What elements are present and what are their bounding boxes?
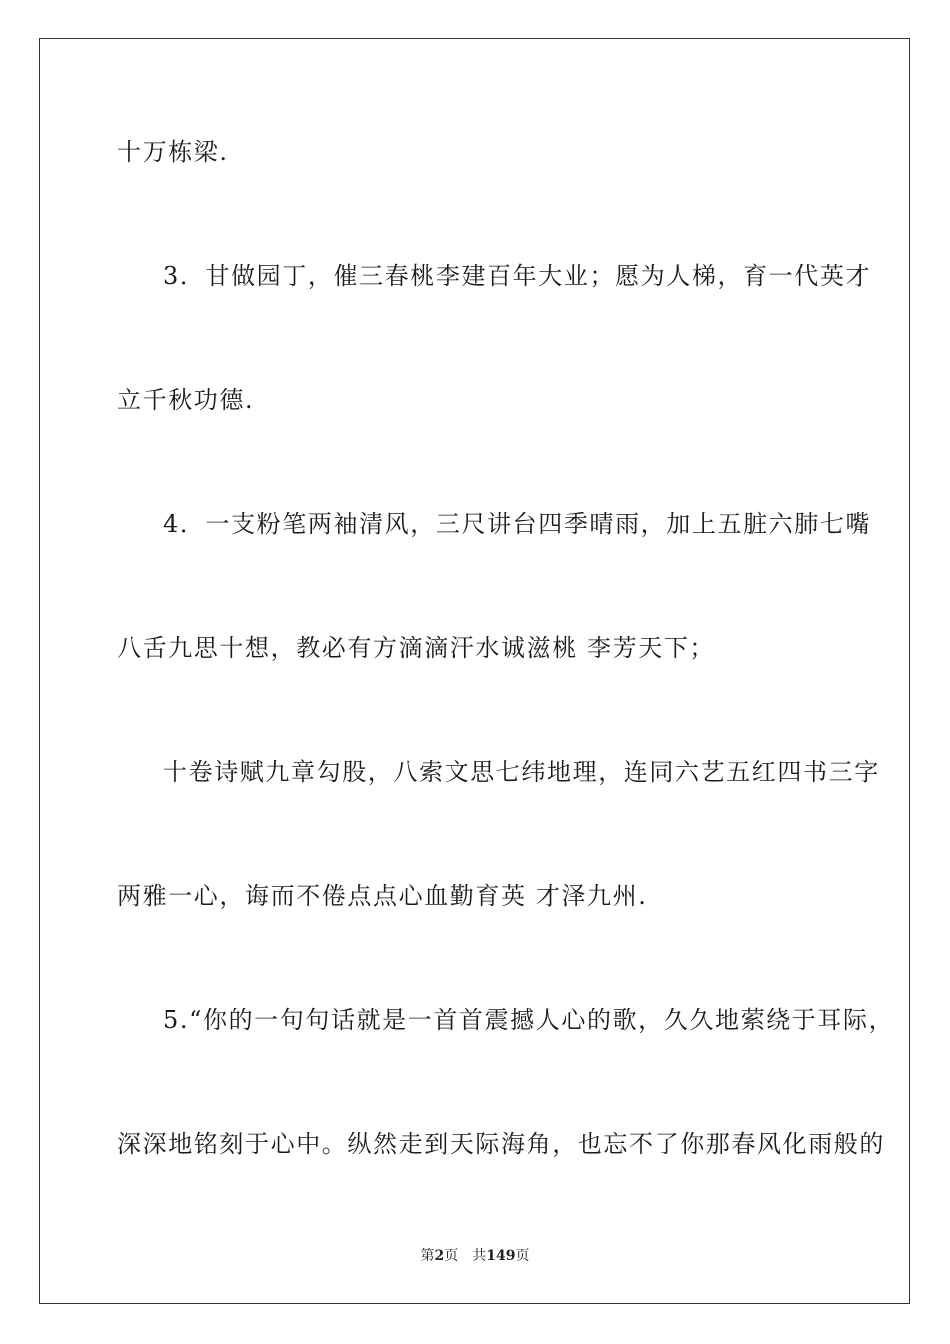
total-suffix: 页 — [515, 1248, 530, 1264]
total-prefix: 共 — [472, 1248, 487, 1264]
text-line-6: 十卷诗赋九章勾股，八索文思七纬地理，连同六艺五红四书三字 — [163, 758, 880, 786]
page-border — [39, 38, 910, 1304]
page-footer — [0, 1247, 950, 1265]
text-line-1: 十万栋梁. — [117, 138, 229, 166]
text-line-7: 两雅一心，诲而不倦点点心血勤育英 才泽九州. — [117, 882, 648, 910]
page-prefix: 第 — [420, 1248, 435, 1264]
text-line-3: 立千秋功德. — [117, 386, 255, 414]
text-line-8: 5.“你的一句句话就是一首首震撼人心的歌，久久地萦绕于耳际， — [163, 1006, 895, 1034]
page-number: 2 — [434, 1248, 445, 1264]
page-suffix: 页 — [444, 1248, 459, 1264]
text-line-4: 4．一支粉笔两袖清风，三尺讲台四季晴雨，加上五脏六肺七嘴 — [163, 510, 872, 538]
text-line-9: 深深地铭刻于心中。纵然走到天际海角，也忘不了你那春风化雨般的 — [117, 1130, 885, 1158]
text-line-2: 3．甘做园丁，催三春桃李建百年大业；愿为人梯，育一代英才 — [163, 262, 872, 290]
text-line-5: 八舌九思十想，教必有方滴滴汗水诚滋桃 李芳天下； — [117, 634, 716, 662]
total-pages: 149 — [486, 1248, 516, 1264]
